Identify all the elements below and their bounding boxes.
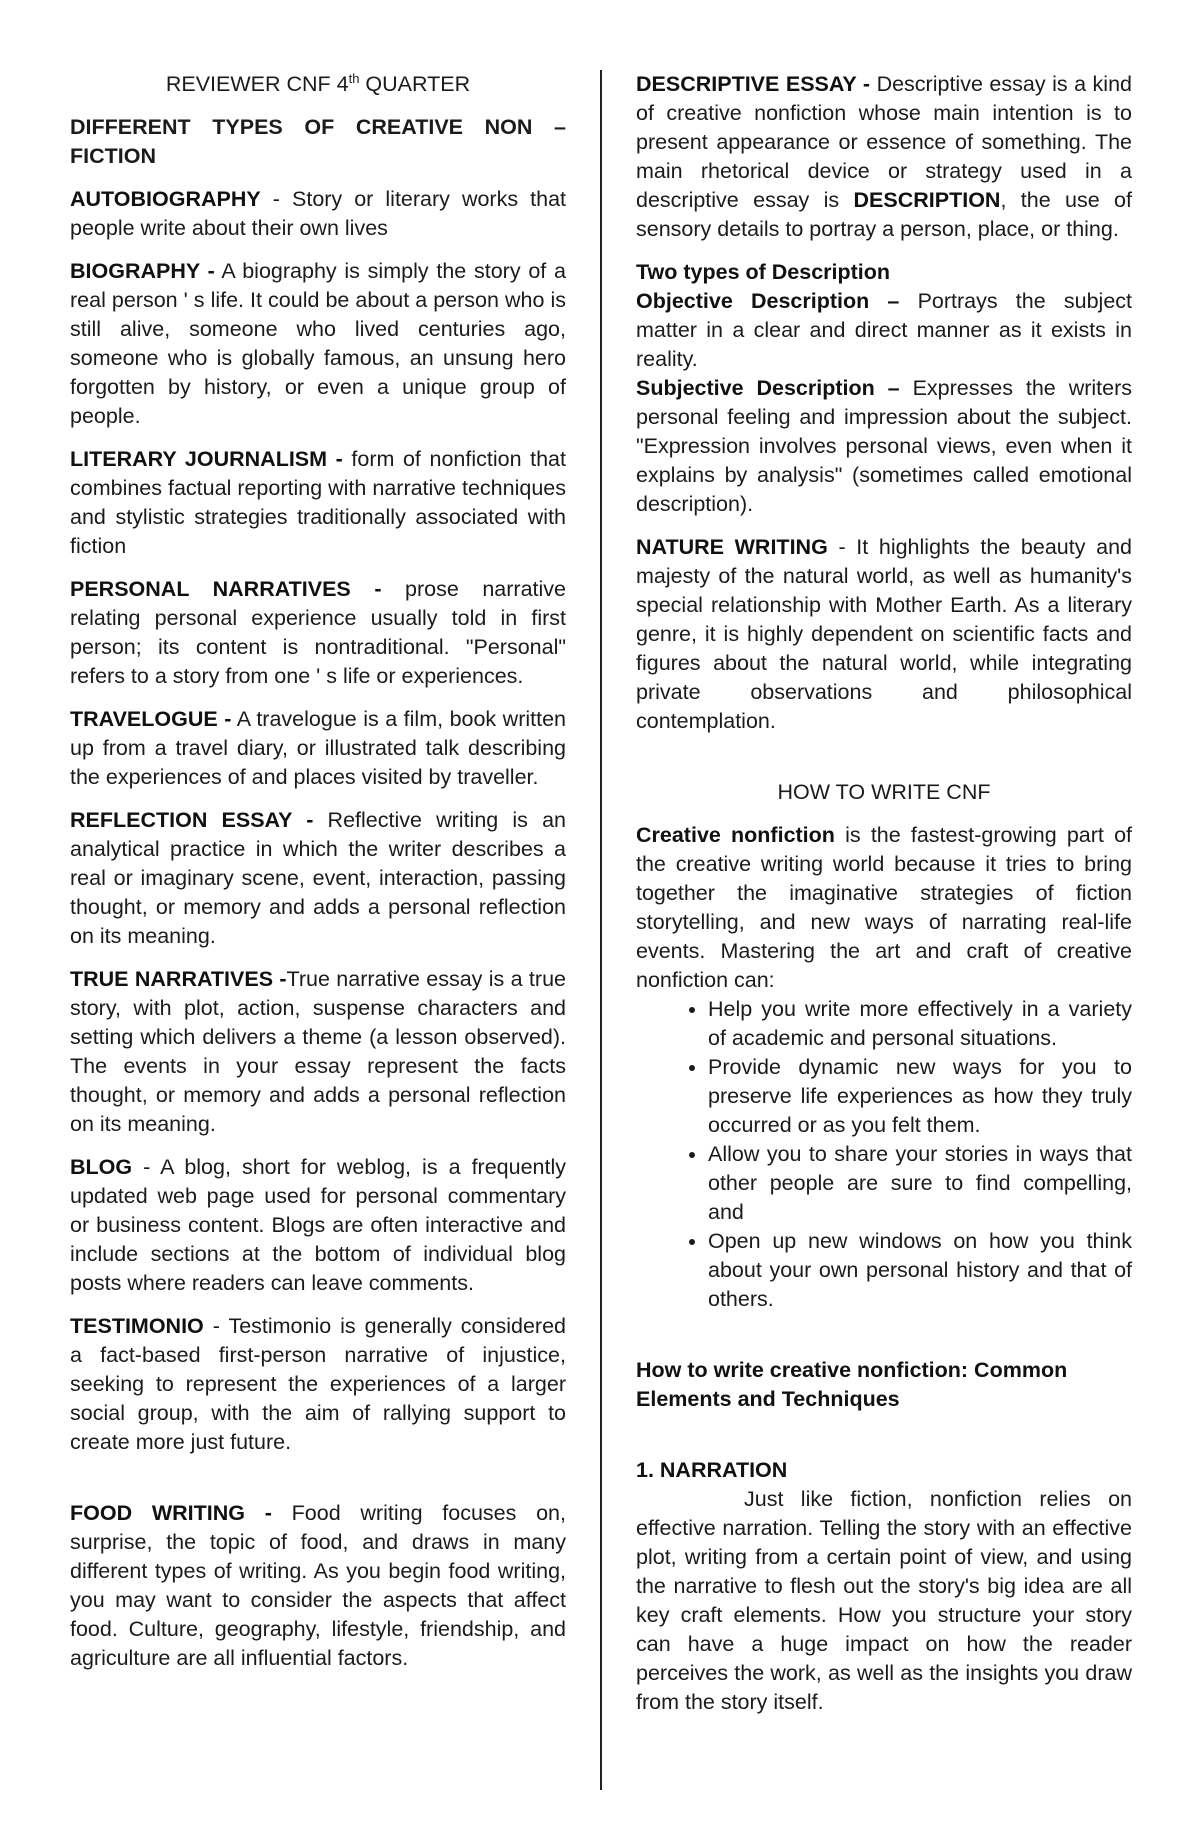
entry-food-writing: FOOD WRITING - Food writing focuses on, surprise, the topic of food, and draws in many different types of writing. As you begin food writing, you may want to consider the aspects that affect food. Culture, geography, lifestyle, friendship, and agriculture are all influential factors.: [70, 1501, 566, 1670]
spacer: [636, 1428, 1132, 1456]
entry-travelogue: TRAVELOGUE - A travelogue is a film, book written up from a travel diary, or illustrated talk describing the experiences of and places visited by traveller.: [70, 707, 566, 789]
right-column: [636, 70, 1132, 1731]
entry-true-narratives: TRUE NARRATIVES -True narrative essay is a true story, with plot, action, suspense characters and setting which delivers a theme (a lesson observed). The events in your essay represent the facts thought, or memory and adds a personal reflection on its meaning.: [70, 967, 566, 1136]
how-to-heading: HOW TO WRITE CNF: [777, 780, 991, 804]
entry-autobiography: AUTOBIOGRAPHY - Story or literary works that people write about their own lives: [70, 187, 566, 240]
list-item: • Open up new windows on how you think about your own personal history and that of others.: [708, 1227, 1132, 1314]
entry-testimonio: TESTIMONIO - Testimonio is generally considered a fact-based first-person narrative of injustice, seeking to represent the experiences of a larger social group, with the aim of rallying support to create more just future.: [70, 1314, 566, 1454]
entry-personal-narratives: PERSONAL NARRATIVES - prose narrative relating personal experience usually told in first person; its content is nontraditional. "Personal" refers to a story from one ' s life or experiences.: [70, 577, 567, 688]
benefits-list: [636, 995, 1132, 1314]
spacer: [636, 750, 1132, 778]
spacer: [636, 1328, 1132, 1356]
narration-heading: 1. NARRATION: [636, 1458, 788, 1482]
elements-heading: How to write creative nonfiction: Common Elements and Techniques: [636, 1358, 1068, 1411]
list-item: • Help you write more effectively in a variety of academic and personal situations.: [708, 995, 1132, 1053]
entry-blog: BLOG - A blog, short for weblog, is a frequently updated web page used for personal commentary or business content. Blogs are often interactive and include sections at the bottom of individual blog posts where readers can leave comments.: [70, 1155, 566, 1295]
narration-text: Just like fiction, nonfiction relies on effective narration. Telling the story with an effective plot, writing from a certain point of view, and using the narrative to flesh out the story's big idea are all key craft elements. How you structure your story can have a huge impact on how the reader perceives the work, as well as the insights you draw from the story itself.: [636, 1487, 1132, 1714]
spacer: [70, 1471, 566, 1499]
list-item: • Allow you to share your stories in ways that other people are sure to find compelling, and: [708, 1140, 1132, 1227]
document-title: REVIEWER CNF 4th QUARTER: [165, 70, 471, 96]
entry-subjective-description: Subjective Description – Expresses the writers personal feeling and impression about the subject. "Expression involves personal views, even when it explains by analysis" (sometimes called emotional description).: [636, 376, 1133, 516]
cnf-intro: Creative nonfiction is the fastest-growing part of the creative writing world because it tries to bring together the imaginative strategies of fiction storytelling, and new ways of narrating real-life events. Mastering the art and craft of creative nonfiction can:: [636, 823, 1132, 992]
section-title: DIFFERENT TYPES OF CREATIVE NON – FICTION: [70, 115, 566, 168]
entry-nature-writing: NATURE WRITING - It highlights the beauty and majesty of the natural world, as well as humanity's special relationship with Mother Earth. As a literary genre, it is highly dependent on scientific facts and figures about the natural world, while integrating private observations and philosophical contemplation.: [636, 535, 1132, 733]
entry-objective-description: Objective Description – Portrays the subject matter in a clear and direct manner as it exists in reality.: [636, 289, 1132, 371]
entry-literary-journalism: LITERARY JOURNALISM - form of nonfiction that combines factual reporting with narrative techniques and stylistic strategies traditionally associated with fiction: [70, 447, 566, 558]
entry-descriptive-essay: DESCRIPTIVE ESSAY - Descriptive essay is a kind of creative nonfiction whose main intention is to present appearance or essence of something. The main rhetorical device or strategy used in a descriptive essay is DESCRIPTION, the use of sensory details to portray a person, place, or thing.: [636, 72, 1133, 241]
entry-reflection-essay: REFLECTION ESSAY - Reflective writing is an analytical practice in which the writer describes a real or imaginary scene, event, interaction, passing thought, or memory and adds a personal reflection on its meaning.: [70, 808, 566, 948]
entry-biography: BIOGRAPHY - A biography is simply the story of a real person ' s life. It could be about a person who is still alive, someone who lived centuries ago, someone who is globally famous, an unsung hero forgotten by history, or even a unique group of people.: [70, 259, 566, 428]
left-column: [70, 70, 566, 1687]
two-types-heading: Two types of Description: [636, 260, 891, 284]
column-divider: [600, 70, 602, 1790]
list-item: • Provide dynamic new ways for you to preserve life experiences as how they truly occurred or as you felt them.: [708, 1053, 1132, 1140]
